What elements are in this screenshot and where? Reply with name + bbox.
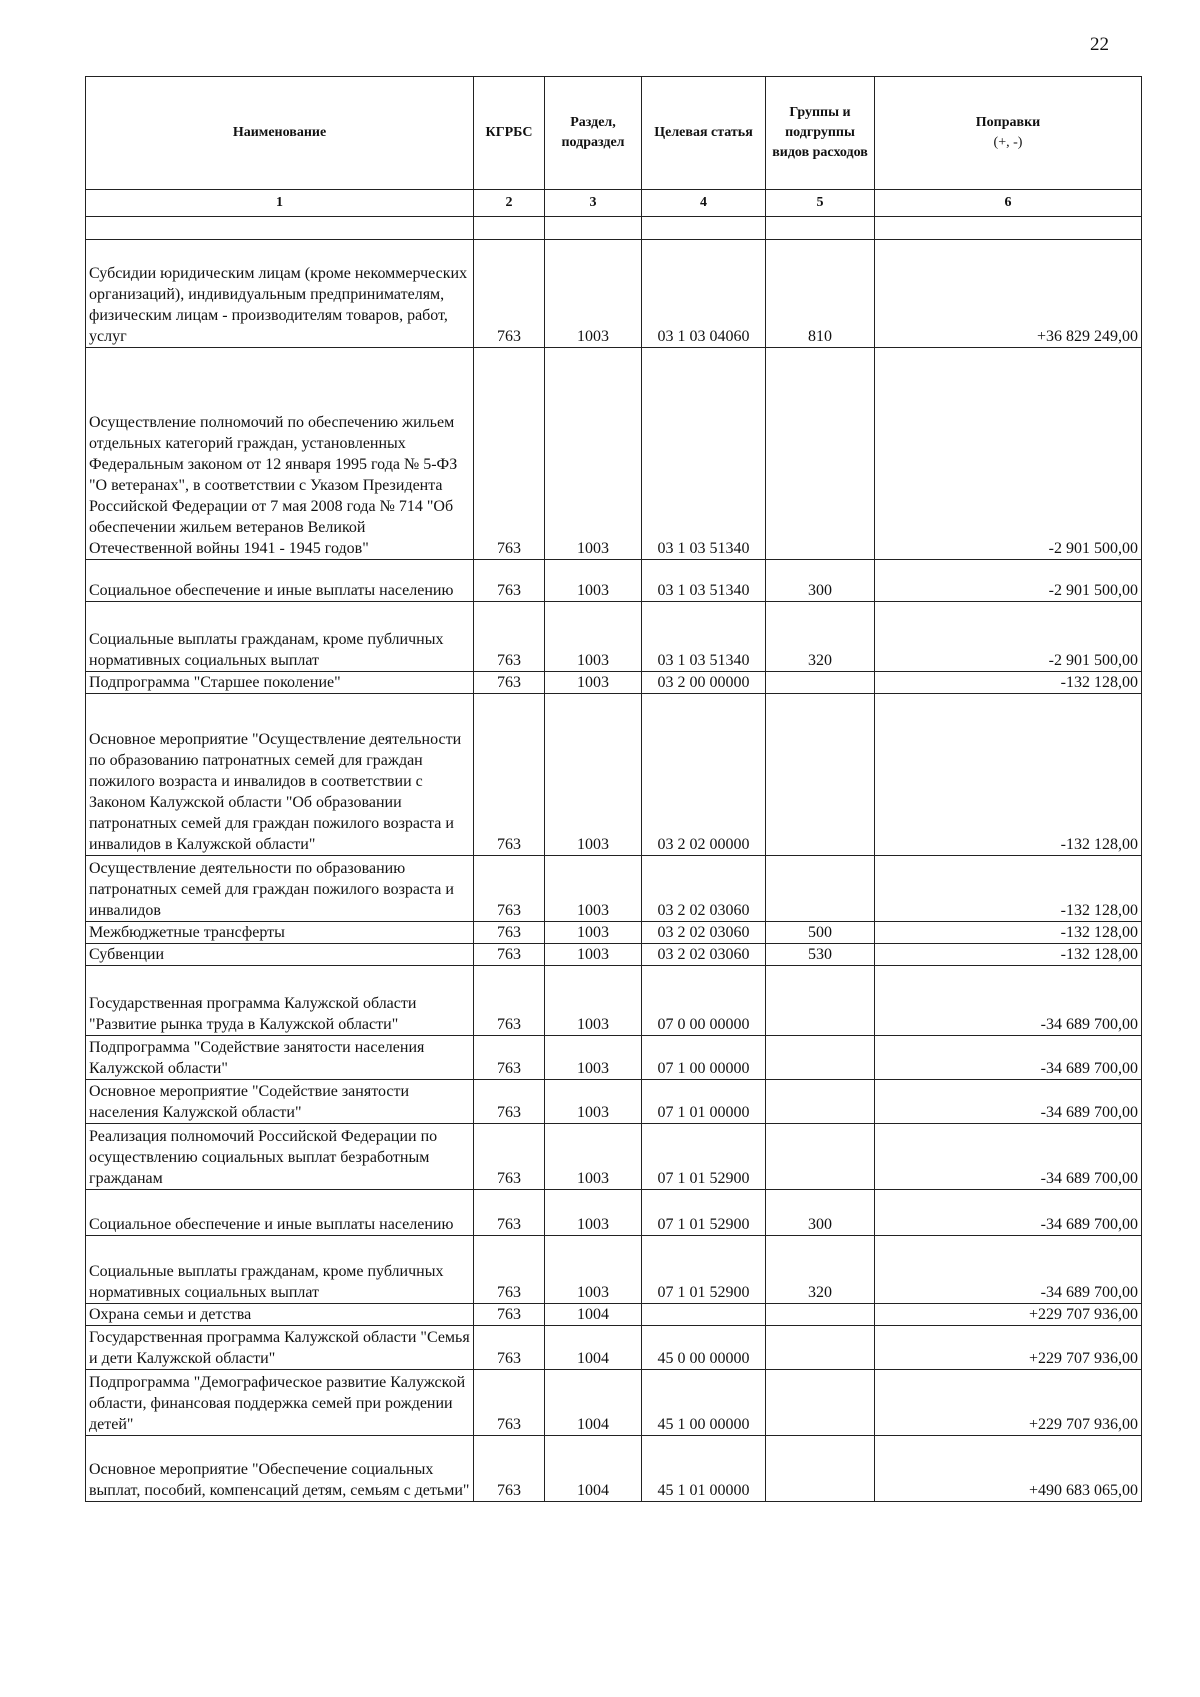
row-target-article: 03 2 02 00000 <box>642 694 766 856</box>
row-name: Осуществление деятельности по образованию патронатных семей для граждан пожилого возраста и инвалидов <box>86 856 474 922</box>
row-target-article: 07 1 01 00000 <box>642 1080 766 1124</box>
row-kgrbs: 763 <box>474 1304 545 1326</box>
row-kgrbs: 763 <box>474 1036 545 1080</box>
row-amendment: -132 128,00 <box>875 694 1142 856</box>
row-amendment: +490 683 065,00 <box>875 1436 1142 1502</box>
row-name: Субсидии юридическим лицам (кроме некоммерческих организаций), индивидуальным предпринимателям, физическим лицам - производителям товаров, работ, услуг <box>86 240 474 348</box>
row-name: Социальное обеспечение и иные выплаты населению <box>86 560 474 602</box>
row-kgrbs: 763 <box>474 348 545 560</box>
row-amendment: -132 128,00 <box>875 856 1142 922</box>
table-row <box>86 944 1142 966</box>
row-section: 1003 <box>545 1236 642 1304</box>
budget-amendments-table <box>85 76 1142 1502</box>
row-expense-group <box>766 1080 875 1124</box>
row-name: Межбюджетные трансферты <box>86 922 474 944</box>
row-kgrbs: 763 <box>474 1236 545 1304</box>
row-section: 1003 <box>545 694 642 856</box>
table-row <box>86 672 1142 694</box>
row-target-article: 03 1 03 51340 <box>642 560 766 602</box>
row-name: Субвенции <box>86 944 474 966</box>
row-kgrbs: 763 <box>474 560 545 602</box>
table-row <box>86 1080 1142 1124</box>
row-target-article: 03 2 02 03060 <box>642 944 766 966</box>
row-kgrbs: 763 <box>474 672 545 694</box>
header-kgrbs: КГРБС <box>474 77 545 190</box>
row-kgrbs: 763 <box>474 694 545 856</box>
row-amendment: -34 689 700,00 <box>875 966 1142 1036</box>
table-row <box>86 1326 1142 1370</box>
row-kgrbs: 763 <box>474 240 545 348</box>
table-row <box>86 694 1142 856</box>
row-name: Государственная программа Калужской области "Развитие рынка труда в Калужской области" <box>86 966 474 1036</box>
row-amendment: -132 128,00 <box>875 672 1142 694</box>
row-target-article: 03 2 02 03060 <box>642 856 766 922</box>
row-target-article: 45 0 00 00000 <box>642 1326 766 1370</box>
table-row <box>86 966 1142 1036</box>
row-section: 1004 <box>545 1436 642 1502</box>
header-section: Раздел, подраздел <box>545 77 642 190</box>
table-row <box>86 922 1142 944</box>
row-section: 1004 <box>545 1304 642 1326</box>
column-number-row <box>86 190 1142 217</box>
column-number: 6 <box>875 190 1142 217</box>
table-row <box>86 1236 1142 1304</box>
table-row <box>86 1190 1142 1236</box>
row-kgrbs: 763 <box>474 1190 545 1236</box>
row-target-article: 03 1 03 04060 <box>642 240 766 348</box>
row-section: 1003 <box>545 602 642 672</box>
row-name: Социальное обеспечение и иные выплаты населению <box>86 1190 474 1236</box>
row-name: Реализация полномочий Российской Федерации по осуществлению социальных выплат безработным гражданам <box>86 1124 474 1190</box>
row-name: Основное мероприятие "Осуществление деятельности по образованию патронатных семей для граждан пожилого возраста и инвалидов в соответствии с Законом Калужской области "Об образовании патронатных семей для граждан пожилого возраста и инвалидов в Калужской области" <box>86 694 474 856</box>
row-name: Основное мероприятие "Обеспечение социальных выплат, пособий, компенсаций детям, семьям с детьми" <box>86 1436 474 1502</box>
row-name: Охрана семьи и детства <box>86 1304 474 1326</box>
header-groups: Группы и подгруппы видов расходов <box>766 77 875 190</box>
row-amendment: -2 901 500,00 <box>875 348 1142 560</box>
header-target: Целевая статья <box>642 77 766 190</box>
row-section: 1004 <box>545 1370 642 1436</box>
row-section: 1003 <box>545 348 642 560</box>
row-kgrbs: 763 <box>474 856 545 922</box>
table-row <box>86 1124 1142 1190</box>
table-row <box>86 560 1142 602</box>
column-number: 5 <box>766 190 875 217</box>
row-target-article <box>642 1304 766 1326</box>
row-expense-group: 320 <box>766 1236 875 1304</box>
row-target-article: 07 1 01 52900 <box>642 1190 766 1236</box>
row-section: 1003 <box>545 1124 642 1190</box>
table-row <box>86 856 1142 922</box>
header-amendments-title: Поправки <box>975 115 1041 130</box>
row-section: 1003 <box>545 672 642 694</box>
row-amendment: +36 829 249,00 <box>875 240 1142 348</box>
row-kgrbs: 763 <box>474 1326 545 1370</box>
row-target-article: 45 1 00 00000 <box>642 1370 766 1436</box>
row-section: 1004 <box>545 1326 642 1370</box>
row-section: 1003 <box>545 922 642 944</box>
table-row <box>86 1304 1142 1326</box>
row-amendment: -132 128,00 <box>875 922 1142 944</box>
row-amendment: -2 901 500,00 <box>875 560 1142 602</box>
row-expense-group: 810 <box>766 240 875 348</box>
row-expense-group <box>766 672 875 694</box>
page-number: 22 <box>1090 34 1109 55</box>
table-header-row <box>86 77 1142 190</box>
table-row <box>86 348 1142 560</box>
row-target-article: 07 1 01 52900 <box>642 1124 766 1190</box>
row-expense-group <box>766 694 875 856</box>
row-amendment: -34 689 700,00 <box>875 1236 1142 1304</box>
header-amendments-sign: (+, -) <box>993 135 1023 150</box>
row-expense-group: 320 <box>766 602 875 672</box>
row-expense-group: 300 <box>766 1190 875 1236</box>
row-amendment: +229 707 936,00 <box>875 1326 1142 1370</box>
row-target-article: 03 2 02 03060 <box>642 922 766 944</box>
row-kgrbs: 763 <box>474 602 545 672</box>
row-amendment: -34 689 700,00 <box>875 1190 1142 1236</box>
row-expense-group: 500 <box>766 922 875 944</box>
row-kgrbs: 763 <box>474 1436 545 1502</box>
row-name: Подпрограмма "Демографическое развитие Калужской области, финансовая поддержка семей при рождении детей" <box>86 1370 474 1436</box>
row-section: 1003 <box>545 944 642 966</box>
row-name: Государственная программа Калужской области "Семья и дети Калужской области" <box>86 1326 474 1370</box>
row-amendment: -2 901 500,00 <box>875 602 1142 672</box>
row-target-article: 03 1 03 51340 <box>642 348 766 560</box>
row-expense-group <box>766 966 875 1036</box>
column-number: 2 <box>474 190 545 217</box>
table-row <box>86 240 1142 348</box>
table-row <box>86 1036 1142 1080</box>
row-expense-group <box>766 1326 875 1370</box>
row-amendment: -34 689 700,00 <box>875 1036 1142 1080</box>
row-section: 1003 <box>545 1080 642 1124</box>
header-amendments <box>875 77 1142 190</box>
row-expense-group: 300 <box>766 560 875 602</box>
row-expense-group <box>766 856 875 922</box>
spacer-row <box>86 217 1142 240</box>
row-amendment: -34 689 700,00 <box>875 1124 1142 1190</box>
row-expense-group <box>766 1124 875 1190</box>
row-kgrbs: 763 <box>474 1370 545 1436</box>
column-number: 1 <box>86 190 474 217</box>
row-section: 1003 <box>545 1190 642 1236</box>
row-amendment: +229 707 936,00 <box>875 1370 1142 1436</box>
row-expense-group <box>766 1036 875 1080</box>
row-kgrbs: 763 <box>474 1080 545 1124</box>
row-section: 1003 <box>545 240 642 348</box>
row-target-article: 03 2 00 00000 <box>642 672 766 694</box>
row-amendment: -34 689 700,00 <box>875 1080 1142 1124</box>
row-name: Социальные выплаты гражданам, кроме публичных нормативных социальных выплат <box>86 1236 474 1304</box>
column-number: 3 <box>545 190 642 217</box>
row-expense-group <box>766 1436 875 1502</box>
row-name: Подпрограмма "Старшее поколение" <box>86 672 474 694</box>
row-target-article: 03 1 03 51340 <box>642 602 766 672</box>
row-kgrbs: 763 <box>474 922 545 944</box>
row-kgrbs: 763 <box>474 1124 545 1190</box>
row-target-article: 45 1 01 00000 <box>642 1436 766 1502</box>
row-kgrbs: 763 <box>474 966 545 1036</box>
row-target-article: 07 1 00 00000 <box>642 1036 766 1080</box>
column-number: 4 <box>642 190 766 217</box>
row-expense-group: 530 <box>766 944 875 966</box>
header-name: Наименование <box>86 77 474 190</box>
row-amendment: -132 128,00 <box>875 944 1142 966</box>
row-name: Основное мероприятие "Содействие занятости населения Калужской области" <box>86 1080 474 1124</box>
row-target-article: 07 0 00 00000 <box>642 966 766 1036</box>
row-section: 1003 <box>545 966 642 1036</box>
table-row <box>86 602 1142 672</box>
table-row <box>86 1370 1142 1436</box>
row-section: 1003 <box>545 856 642 922</box>
table-row <box>86 1436 1142 1502</box>
row-target-article: 07 1 01 52900 <box>642 1236 766 1304</box>
row-expense-group <box>766 1370 875 1436</box>
row-expense-group <box>766 348 875 560</box>
row-name: Подпрограмма "Содействие занятости населения Калужской области" <box>86 1036 474 1080</box>
row-amendment: +229 707 936,00 <box>875 1304 1142 1326</box>
row-name: Осуществление полномочий по обеспечению жильем отдельных категорий граждан, установленных Федеральным законом от 12 января 1995 года № 5-ФЗ "О ветеранах", в соответствии с Указом Президента Российской Федерации от 7 мая 2008 года № 714 "Об обеспечении жильем ветеранов Великой Отечественной войны 1941 - 1945 годов" <box>86 348 474 560</box>
row-kgrbs: 763 <box>474 944 545 966</box>
row-expense-group <box>766 1304 875 1326</box>
table-body <box>86 240 1142 1502</box>
row-section: 1003 <box>545 560 642 602</box>
row-section: 1003 <box>545 1036 642 1080</box>
row-name: Социальные выплаты гражданам, кроме публичных нормативных социальных выплат <box>86 602 474 672</box>
